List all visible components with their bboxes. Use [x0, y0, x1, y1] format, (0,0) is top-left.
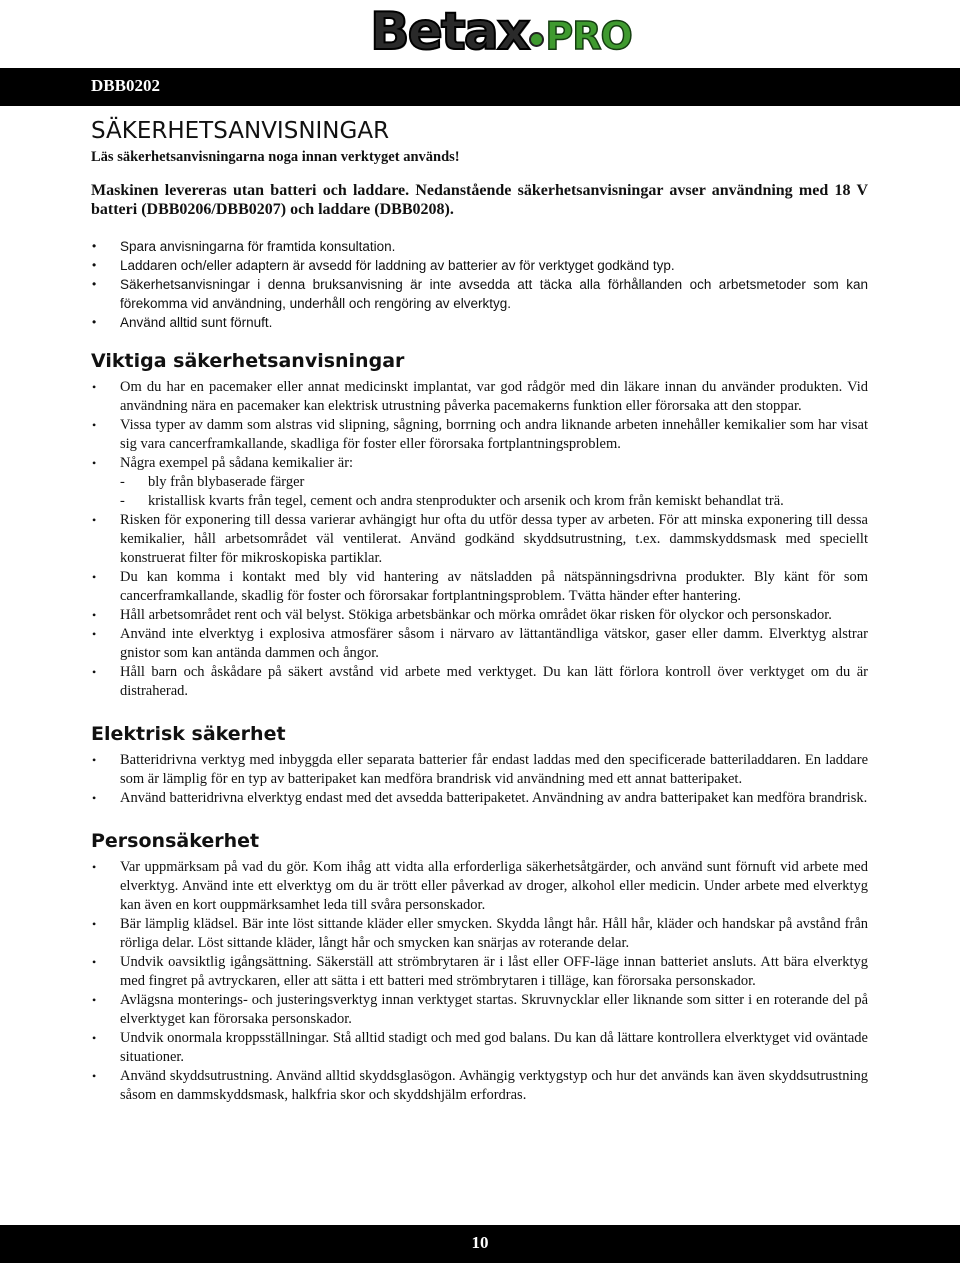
- bullet-icon: •: [92, 570, 97, 584]
- electric-list: [91, 751, 868, 808]
- list-item: • Håll arbetsområdet rent och väl belyst. Stökiga arbetsbänkar och mörka området ökar risken för olyckor och personskador.: [92, 607, 832, 623]
- list-item: • Använd batteridrivna elverktyg endast med det avsedda batteripaketet. Användning av andra batteripaket kan medföra brandrisk.: [92, 790, 868, 806]
- list-item: • Några exempel på sådana kemikalier är: - bly från blybaserade färger - kristallisk kvarts från tegel, cement och andra stenprodukter och arsenik och krom från kemiskt behandlat trä.: [91, 454, 868, 511]
- bullet-icon: •: [92, 917, 97, 931]
- list-item: • Använd inte elverktyg i explosiva atmosfärer såsom i närvaro av lättantändliga vätskor, gaser eller damm. Elverktyg alstrar gnistor som kan antända dammen och ångor.: [92, 626, 868, 661]
- section-heading-personal: Personsäkerhet: [91, 830, 260, 852]
- bullet-icon: •: [92, 456, 97, 470]
- section-heading-important: Viktiga säkerhetsanvisningar: [91, 350, 405, 372]
- page-subtitle: Läs säkerhetsanvisningarna noga innan verktyget används!: [91, 149, 460, 165]
- bullet-icon: •: [92, 993, 97, 1007]
- brand-logo-dot: [529, 32, 544, 47]
- page-title: SÄKERHETSANVISNINGAR: [91, 118, 390, 144]
- bullet-icon: •: [92, 380, 97, 394]
- list-item: • Risken för exponering till dessa varierar avhängigt hur ofta du utför dessa typer av arbeten. För att minska exponering till dessa kemikalier, håll arbetsområdet väl ventilerat. Använd godkänd skyddsutrustning, t.ex. dammskyddsmask med speciellt konstruerat filter för mikroskopiska partiklar.: [92, 512, 868, 566]
- important-list: [91, 378, 868, 701]
- bullet-icon: •: [92, 791, 97, 805]
- bullet-icon: •: [92, 239, 97, 253]
- list-item: • Om du har en pacemaker eller annat medicinskt implantat, var god rådgör med din läkare innan du använder produkten. Vid användning nära en pacemaker kan elektrisk utrustning påverka pacemakerns funktion eller förorsaka att den stoppar.: [92, 379, 868, 414]
- section-heading-electric: Elektrisk säkerhet: [91, 723, 286, 745]
- brand-logo-pro: PRO: [545, 14, 632, 58]
- page-content: [91, 118, 868, 1105]
- personal-list: [91, 858, 868, 1105]
- list-item: • Säkerhetsanvisningar i denna bruksanvisning är inte avsedda att täcka alla förhållanden och arbetsmetoder som kan förekomma vid användning, underhåll och rengöring av elverktyg.: [92, 277, 868, 311]
- list-item: • Var uppmärksam på vad du gör. Kom ihåg att vidta alla erforderliga säkerhetsåtgärder, och använd sunt förnuft vid arbete med elverktyg. Använd inte ett elverktyg om du är trött eller påverkad av droger, alkohol eller medicin. Under arbete med elverktyg kan även en kort ouppmärksamhet leda till svåra personskador.: [92, 859, 868, 913]
- bullet-icon: •: [92, 513, 97, 527]
- page-number: 10: [471, 1233, 489, 1252]
- bullet-icon: •: [92, 258, 97, 272]
- list-item: • Undvik onormala kroppsställningar. Stå alltid stadigt och med god balans. Du kan då lättare kontrollera elverktyget vid oväntade situationer.: [92, 1030, 868, 1065]
- document-code: DBB0202: [91, 76, 160, 95]
- list-item: • Använd skyddsutrustning. Använd alltid skyddsglasögon. Avhängig verktygstyp och hur det används kan även skyddsutrustning såsom en dammskyddsmask, halkfria skor och skyddshjälm erfordras.: [92, 1068, 868, 1103]
- bullet-icon: •: [92, 753, 97, 767]
- list-item: • Vissa typer av damm som alstras vid slipning, sågning, borrning och andra liknande arbeten innehåller kemikalier som har visat sig vara cancerframkallande, skadliga för foster eller förorsaka fortplantningsproblem.: [92, 417, 868, 452]
- intro-paragraph: Maskinen levereras utan batteri och laddare. Nedanstående säkerhetsanvisningar avser användning med 18 V batteri (DBB0206/DBB0207) och laddare (DBB0208).: [91, 182, 868, 218]
- list-item: • Du kan komma i kontakt med bly vid hantering av nätsladden på nätspänningsdrivna produkter. Bly känt för som cancerframkallande, skadlig för foster och förorsakar fortplantningsproblem. Tvätta händer efter hantering.: [92, 569, 868, 604]
- list-item: • Bär lämplig klädsel. Bär inte löst sittande kläder eller smycken. Skydda långt hår. Håll hår, kläder och handskar på avstånd från rörliga delar. Löst sittande kläder, långt hår och smycken kan snärjas av roterande delar.: [92, 916, 868, 951]
- bullet-icon: •: [92, 955, 97, 969]
- list-item: • Håll barn och åskådare på säkert avstånd vid arbete med verktyget. Du kan lätt förlora kontroll över verktyget om du är distraherad.: [92, 664, 868, 699]
- list-item: • Undvik oavsiktlig igångsättning. Säkerställ att strömbrytaren är i låst eller OFF-läge innan batteriet ansluts. Att bära elverktyg med fingret på avtryckaren, eller att sätta i ett batteri med strömbrytaren i tilläge, kan förorsaka personskador.: [92, 954, 868, 989]
- intro-list: [91, 237, 868, 332]
- footer-bar: [0, 1225, 960, 1263]
- bullet-icon: •: [92, 665, 97, 679]
- brand-logo-text: Betax: [370, 2, 529, 62]
- list-item: • Avlägsna monterings- och justeringsverktyg innan verktyget startas. Skruvnycklar eller liknande som sitter i en roterande del på elverktyget kan förorsaka personskador.: [92, 992, 868, 1027]
- header-bar: [0, 68, 960, 106]
- bullet-icon: •: [92, 315, 97, 329]
- bullet-icon: •: [92, 1069, 97, 1083]
- list-item: • Använd alltid sunt förnuft.: [92, 315, 273, 330]
- bullet-icon: •: [92, 1031, 97, 1045]
- sub-list-item: - kristallisk kvarts från tegel, cement och andra stenprodukter och arsenik och krom från kemiskt behandlat trä.: [120, 493, 784, 509]
- bullet-icon: •: [92, 418, 97, 432]
- bullet-icon: •: [92, 627, 97, 641]
- list-item: • Laddaren och/eller adaptern är avsedd för laddning av batterier av för verktyget godkänd typ.: [92, 258, 675, 273]
- list-item: • Spara anvisningarna för framtida konsultation.: [92, 239, 396, 254]
- list-item: • Batteridrivna verktyg med inbyggda eller separata batterier får endast laddas med den specificerade batteriladdaren. En laddare som är lämplig för en typ av batteripaket kan medföra brandrisk vid användning med ett annat batteripaket.: [92, 752, 868, 787]
- sub-list-item: - bly från blybaserade färger: [120, 474, 305, 490]
- bullet-icon: •: [92, 277, 97, 291]
- bullet-icon: •: [92, 608, 97, 622]
- bullet-icon: •: [92, 860, 97, 874]
- brand-logo: [370, 4, 632, 60]
